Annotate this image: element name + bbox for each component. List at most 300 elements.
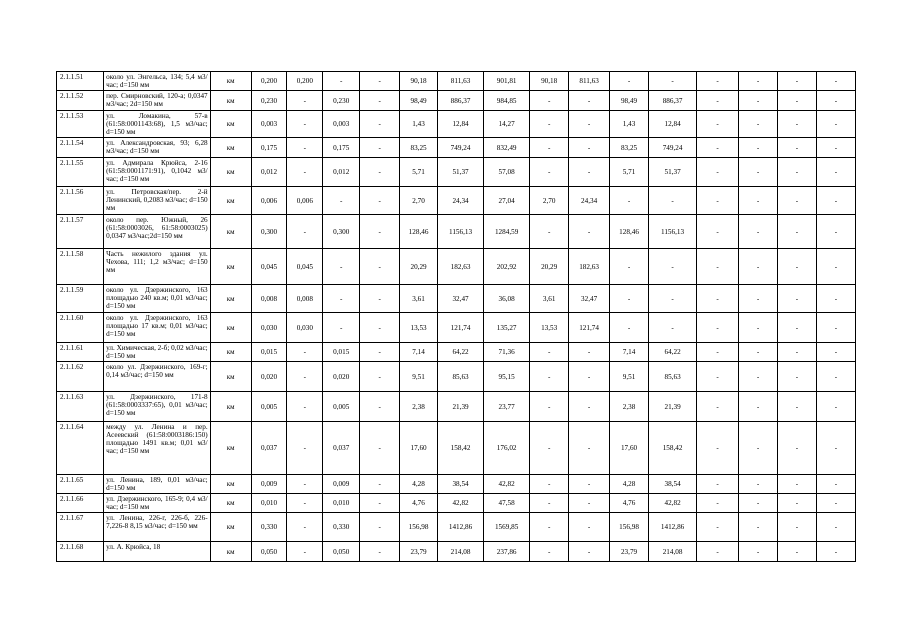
row-value-cell: 9,51 [610, 362, 649, 392]
row-value-cell: - [569, 215, 610, 249]
row-value-cell: 176,02 [484, 422, 530, 475]
row-value-cell: 7,14 [610, 343, 649, 362]
row-value-cell: 0,009 [251, 475, 287, 494]
row-value-cell: - [569, 513, 610, 542]
row-number-cell: 2.1.1.63 [57, 392, 104, 422]
row-value-cell: 0,005 [251, 392, 287, 422]
row-unit-cell: км [210, 158, 251, 187]
row-value-cell: - [569, 111, 610, 138]
row-value-cell: - [530, 422, 569, 475]
row-value-cell: 0,330 [323, 513, 360, 542]
table-row [57, 475, 856, 494]
row-value-cell: 0,010 [323, 494, 360, 513]
row-value-cell: 24,34 [438, 187, 484, 215]
row-value-cell: - [530, 158, 569, 187]
row-value-cell: - [697, 313, 739, 343]
row-value-cell: - [816, 215, 855, 249]
row-unit-cell: км [210, 72, 251, 91]
row-value-cell: - [697, 362, 739, 392]
row-value-cell: - [610, 313, 649, 343]
row-value-cell: - [739, 392, 778, 422]
row-value-cell: - [739, 158, 778, 187]
table-row [57, 111, 856, 138]
row-number-cell: 2.1.1.67 [57, 513, 104, 542]
row-value-cell: - [816, 422, 855, 475]
row-number-cell: 2.1.1.54 [57, 138, 104, 158]
row-unit-cell: км [210, 494, 251, 513]
row-value-cell: - [360, 138, 400, 158]
row-value-cell: 3,61 [530, 285, 569, 313]
row-number-cell: 2.1.1.55 [57, 158, 104, 187]
row-value-cell: - [778, 343, 817, 362]
table-row [57, 422, 856, 475]
row-value-cell: - [697, 542, 739, 562]
row-value-cell: - [287, 138, 323, 158]
row-value-cell: 85,63 [438, 362, 484, 392]
row-value-cell: - [778, 422, 817, 475]
row-value-cell: 214,08 [438, 542, 484, 562]
row-value-cell: 64,22 [438, 343, 484, 362]
row-value-cell: 51,37 [438, 158, 484, 187]
row-value-cell: - [778, 111, 817, 138]
row-unit-cell: км [210, 215, 251, 249]
row-value-cell: - [530, 343, 569, 362]
table-row [57, 513, 856, 542]
row-value-cell: - [569, 494, 610, 513]
row-unit-cell: км [210, 249, 251, 285]
row-value-cell: 23,79 [400, 542, 438, 562]
row-value-cell: - [323, 187, 360, 215]
row-value-cell: - [816, 392, 855, 422]
row-value-cell: - [778, 187, 817, 215]
row-number-cell: 2.1.1.64 [57, 422, 104, 475]
row-number-cell: 2.1.1.51 [57, 72, 104, 91]
row-value-cell: 20,29 [400, 249, 438, 285]
row-value-cell: 17,60 [400, 422, 438, 475]
row-value-cell: 5,71 [400, 158, 438, 187]
row-value-cell: 0,175 [251, 138, 287, 158]
row-value-cell: - [778, 91, 817, 111]
table-row [57, 91, 856, 111]
row-value-cell: 0,045 [287, 249, 323, 285]
row-value-cell: - [530, 138, 569, 158]
row-value-cell: - [778, 392, 817, 422]
row-value-cell: 886,37 [438, 91, 484, 111]
row-value-cell: 2,70 [400, 187, 438, 215]
table-row [57, 542, 856, 562]
row-value-cell: 12,84 [438, 111, 484, 138]
row-value-cell: 128,46 [610, 215, 649, 249]
row-value-cell: 0,300 [251, 215, 287, 249]
row-value-cell: - [697, 392, 739, 422]
row-value-cell: - [360, 72, 400, 91]
row-value-cell: - [360, 249, 400, 285]
row-value-cell: - [530, 475, 569, 494]
row-value-cell: - [739, 72, 778, 91]
row-value-cell: 47,58 [484, 494, 530, 513]
row-value-cell: 64,22 [649, 343, 697, 362]
row-number-cell: 2.1.1.53 [57, 111, 104, 138]
row-number-cell: 2.1.1.62 [57, 362, 104, 392]
row-value-cell: 1,43 [610, 111, 649, 138]
table-row [57, 392, 856, 422]
row-value-cell: - [697, 475, 739, 494]
row-value-cell: - [360, 392, 400, 422]
row-value-cell: 0,008 [287, 285, 323, 313]
row-unit-cell: км [210, 313, 251, 343]
row-value-cell: - [569, 475, 610, 494]
row-unit-cell: км [210, 138, 251, 158]
row-value-cell: 984,85 [484, 91, 530, 111]
row-number-cell: 2.1.1.58 [57, 249, 104, 285]
row-value-cell: - [287, 494, 323, 513]
row-value-cell: 17,60 [610, 422, 649, 475]
row-number-cell: 2.1.1.59 [57, 285, 104, 313]
row-value-cell: - [778, 158, 817, 187]
row-description-cell: ул. Химическая, 2-б; 0,02 м3/час; d=150 мм [104, 343, 211, 362]
row-value-cell: - [816, 285, 855, 313]
row-value-cell: 23,79 [610, 542, 649, 562]
row-value-cell: - [287, 215, 323, 249]
document-page [56, 71, 856, 562]
table-row [57, 285, 856, 313]
row-value-cell: 749,24 [438, 138, 484, 158]
row-value-cell: 182,63 [569, 249, 610, 285]
row-description-cell: около ул. Дзержинского, 163 площадью 240 кв.м; 0,01 м3/час; d=150 мм [104, 285, 211, 313]
row-value-cell: 4,76 [400, 494, 438, 513]
row-value-cell: 98,49 [400, 91, 438, 111]
row-description-cell: ул. Ленина, 226-г, 226-б, 226-7,226-8 8,15 м3/час; d=150 мм [104, 513, 211, 542]
row-value-cell: - [287, 158, 323, 187]
data-table [56, 71, 856, 562]
row-value-cell: - [778, 72, 817, 91]
row-unit-cell: км [210, 91, 251, 111]
row-value-cell: 1156,13 [438, 215, 484, 249]
row-description-cell: пер. Смирновский, 120-а; 0,0347 м3/час; 2d=150 мм [104, 91, 211, 111]
row-value-cell: 0,045 [251, 249, 287, 285]
row-value-cell: - [360, 362, 400, 392]
row-value-cell: 1284,59 [484, 215, 530, 249]
row-value-cell: 237,86 [484, 542, 530, 562]
row-value-cell: 2,38 [400, 392, 438, 422]
row-value-cell: 156,98 [610, 513, 649, 542]
row-value-cell: 886,37 [649, 91, 697, 111]
row-value-cell: 21,39 [438, 392, 484, 422]
row-description-cell: ул. Дзержинского, 171-8 (61:58:0003337:65), 0,01 м3/час; d=150 мм [104, 392, 211, 422]
table-row [57, 138, 856, 158]
row-value-cell: 85,63 [649, 362, 697, 392]
row-value-cell: - [530, 215, 569, 249]
row-value-cell: - [739, 542, 778, 562]
row-value-cell: 1412,86 [438, 513, 484, 542]
row-number-cell: 2.1.1.65 [57, 475, 104, 494]
row-value-cell: 20,29 [530, 249, 569, 285]
row-description-cell: около ул. Энгельса, 134; 5,4 м3/час; d=150 мм [104, 72, 211, 91]
row-description-cell: ул. Ленина, 189, 0,01 м3/час; d=150 мм [104, 475, 211, 494]
row-value-cell: - [287, 111, 323, 138]
row-value-cell: - [778, 313, 817, 343]
row-value-cell: - [360, 285, 400, 313]
row-value-cell: 0,230 [323, 91, 360, 111]
row-unit-cell: км [210, 285, 251, 313]
row-value-cell: - [287, 475, 323, 494]
row-value-cell: - [778, 249, 817, 285]
row-value-cell: - [816, 72, 855, 91]
row-value-cell: 1412,86 [649, 513, 697, 542]
row-value-cell: - [739, 138, 778, 158]
row-value-cell: 0,015 [251, 343, 287, 362]
row-value-cell: 32,47 [438, 285, 484, 313]
row-number-cell: 2.1.1.68 [57, 542, 104, 562]
row-value-cell: 0,020 [323, 362, 360, 392]
row-value-cell: 0,030 [287, 313, 323, 343]
table-row [57, 187, 856, 215]
row-value-cell: 0,200 [287, 72, 323, 91]
row-value-cell: 12,84 [649, 111, 697, 138]
table-row [57, 362, 856, 392]
row-value-cell: - [530, 494, 569, 513]
row-description-cell: около ул. Дзержинского, 163 площадью 17 кв.м; 0,01 м3/час; d=150 мм [104, 313, 211, 343]
row-value-cell: 214,08 [649, 542, 697, 562]
row-description-cell: ул. Дзержинского, 165-9; 0,4 м3/час; d=150 мм [104, 494, 211, 513]
row-value-cell: 2,70 [530, 187, 569, 215]
row-value-cell: 71,36 [484, 343, 530, 362]
table-row [57, 158, 856, 187]
row-value-cell: 21,39 [649, 392, 697, 422]
row-value-cell: 14,27 [484, 111, 530, 138]
row-value-cell: 0,230 [251, 91, 287, 111]
row-value-cell: 57,08 [484, 158, 530, 187]
row-value-cell: - [697, 249, 739, 285]
row-description-cell: ул. А. Крюйса, 18 [104, 542, 211, 562]
row-number-cell: 2.1.1.56 [57, 187, 104, 215]
row-value-cell: - [360, 475, 400, 494]
row-value-cell: 23,77 [484, 392, 530, 422]
row-value-cell: - [739, 343, 778, 362]
row-value-cell: - [739, 187, 778, 215]
row-value-cell: 832,49 [484, 138, 530, 158]
row-value-cell: 0,020 [251, 362, 287, 392]
row-value-cell: 0,003 [323, 111, 360, 138]
row-value-cell: - [649, 249, 697, 285]
table-row [57, 494, 856, 513]
row-value-cell: - [649, 313, 697, 343]
row-value-cell: - [816, 362, 855, 392]
row-value-cell: - [816, 513, 855, 542]
row-value-cell: 901,81 [484, 72, 530, 91]
row-value-cell: - [360, 513, 400, 542]
row-value-cell: - [739, 362, 778, 392]
row-value-cell: - [697, 138, 739, 158]
row-value-cell: 128,46 [400, 215, 438, 249]
row-value-cell: - [530, 542, 569, 562]
row-value-cell: 42,82 [484, 475, 530, 494]
row-description-cell: ул. Ломакина, 57-в (61:58:0001143:68), 1,5 м3/час; d=150 мм [104, 111, 211, 138]
row-value-cell: 51,37 [649, 158, 697, 187]
row-value-cell: 1156,13 [649, 215, 697, 249]
row-value-cell: 83,25 [400, 138, 438, 158]
row-unit-cell: км [210, 343, 251, 362]
row-value-cell: - [569, 422, 610, 475]
row-value-cell: 3,61 [400, 285, 438, 313]
row-value-cell: 0,200 [251, 72, 287, 91]
row-unit-cell: км [210, 475, 251, 494]
row-value-cell: 0,008 [251, 285, 287, 313]
row-value-cell: 0,037 [323, 422, 360, 475]
row-value-cell: - [569, 343, 610, 362]
row-value-cell: 9,51 [400, 362, 438, 392]
row-value-cell: 121,74 [569, 313, 610, 343]
row-value-cell: - [816, 542, 855, 562]
row-value-cell: 83,25 [610, 138, 649, 158]
row-value-cell: - [739, 91, 778, 111]
row-value-cell: - [323, 72, 360, 91]
row-value-cell: 0,006 [251, 187, 287, 215]
row-value-cell: 36,08 [484, 285, 530, 313]
row-value-cell: - [739, 313, 778, 343]
row-value-cell: - [610, 187, 649, 215]
row-value-cell: - [816, 91, 855, 111]
row-value-cell: 5,71 [610, 158, 649, 187]
row-description-cell: около ул. Дзержинского, 169-г; 0,14 м3/час; d=150 мм [104, 362, 211, 392]
row-number-cell: 2.1.1.52 [57, 91, 104, 111]
row-value-cell: - [360, 494, 400, 513]
row-value-cell: 24,34 [569, 187, 610, 215]
row-value-cell: - [360, 187, 400, 215]
row-value-cell: 811,63 [569, 72, 610, 91]
row-value-cell: 0,005 [323, 392, 360, 422]
row-number-cell: 2.1.1.57 [57, 215, 104, 249]
row-value-cell: - [739, 215, 778, 249]
row-number-cell: 2.1.1.60 [57, 313, 104, 343]
row-value-cell: - [739, 285, 778, 313]
row-value-cell: - [697, 494, 739, 513]
row-value-cell: - [360, 422, 400, 475]
row-value-cell: - [739, 422, 778, 475]
row-value-cell: - [360, 215, 400, 249]
row-value-cell: 749,24 [649, 138, 697, 158]
row-value-cell: - [530, 111, 569, 138]
row-value-cell: 42,82 [438, 494, 484, 513]
row-value-cell: - [816, 475, 855, 494]
row-value-cell: - [287, 392, 323, 422]
row-value-cell: - [360, 158, 400, 187]
row-value-cell: - [569, 392, 610, 422]
row-value-cell: 0,010 [251, 494, 287, 513]
row-value-cell: - [530, 362, 569, 392]
row-value-cell: - [816, 158, 855, 187]
row-value-cell: 0,175 [323, 138, 360, 158]
row-value-cell: - [287, 513, 323, 542]
row-value-cell: 38,54 [649, 475, 697, 494]
row-value-cell: 135,27 [484, 313, 530, 343]
row-value-cell: - [360, 313, 400, 343]
row-description-cell: ул. Александровская, 93; 6,28 м3/час; d=150 мм [104, 138, 211, 158]
row-value-cell: - [816, 313, 855, 343]
table-row [57, 313, 856, 343]
row-value-cell: - [610, 249, 649, 285]
row-value-cell: - [569, 362, 610, 392]
row-value-cell: 1569,85 [484, 513, 530, 542]
row-unit-cell: км [210, 513, 251, 542]
row-value-cell: 0,012 [251, 158, 287, 187]
row-value-cell: 0,012 [323, 158, 360, 187]
row-value-cell: 7,14 [400, 343, 438, 362]
row-value-cell: 4,28 [400, 475, 438, 494]
row-value-cell: - [569, 138, 610, 158]
row-value-cell: 121,74 [438, 313, 484, 343]
row-value-cell: 27,04 [484, 187, 530, 215]
row-description-cell: около пер. Южный, 26 (61:58:0003026, 61:58:0003025) 0,0347 м3/час;2d=150 мм [104, 215, 211, 249]
row-value-cell: 38,54 [438, 475, 484, 494]
row-value-cell: 98,49 [610, 91, 649, 111]
row-unit-cell: км [210, 362, 251, 392]
row-value-cell: 90,18 [530, 72, 569, 91]
row-value-cell: - [649, 285, 697, 313]
row-value-cell: 0,015 [323, 343, 360, 362]
row-value-cell: 2,38 [610, 392, 649, 422]
row-value-cell: - [323, 249, 360, 285]
row-value-cell: 811,63 [438, 72, 484, 91]
table-row [57, 343, 856, 362]
row-value-cell: - [816, 494, 855, 513]
row-value-cell: - [360, 91, 400, 111]
row-value-cell: - [739, 475, 778, 494]
row-value-cell: - [649, 187, 697, 215]
row-value-cell: - [530, 91, 569, 111]
row-value-cell: - [697, 215, 739, 249]
row-value-cell: - [697, 343, 739, 362]
row-unit-cell: км [210, 111, 251, 138]
row-value-cell: - [360, 542, 400, 562]
row-value-cell: - [778, 362, 817, 392]
row-value-cell: 202,92 [484, 249, 530, 285]
row-value-cell: - [323, 313, 360, 343]
row-value-cell: 32,47 [569, 285, 610, 313]
row-unit-cell: км [210, 422, 251, 475]
row-value-cell: 42,82 [649, 494, 697, 513]
row-value-cell: - [287, 91, 323, 111]
row-value-cell: - [287, 343, 323, 362]
row-value-cell: - [530, 392, 569, 422]
row-number-cell: 2.1.1.66 [57, 494, 104, 513]
row-description-cell: Часть нежилого здания ул. Чехова, 111; 1,2 м3/час; d=150 мм [104, 249, 211, 285]
row-value-cell: - [778, 215, 817, 249]
row-value-cell: 4,76 [610, 494, 649, 513]
row-value-cell: 4,28 [610, 475, 649, 494]
row-value-cell: - [360, 343, 400, 362]
row-value-cell: - [530, 513, 569, 542]
row-value-cell: 158,42 [438, 422, 484, 475]
row-value-cell: - [778, 494, 817, 513]
row-value-cell: - [816, 111, 855, 138]
row-value-cell: - [739, 494, 778, 513]
row-value-cell: 1,43 [400, 111, 438, 138]
row-value-cell: - [739, 513, 778, 542]
row-value-cell: - [816, 138, 855, 158]
table-row [57, 215, 856, 249]
row-value-cell: 0,037 [251, 422, 287, 475]
row-value-cell: - [739, 111, 778, 138]
row-value-cell: - [778, 285, 817, 313]
row-value-cell: 182,63 [438, 249, 484, 285]
row-description-cell: между ул. Ленина и пер. Асеевский (61:58:0003186:150) площадью 1491 кв.м; 0,01 м3/час; d=150 мм [104, 422, 211, 475]
row-value-cell: - [739, 249, 778, 285]
row-value-cell: - [778, 513, 817, 542]
row-value-cell: - [569, 158, 610, 187]
row-value-cell: - [287, 362, 323, 392]
row-value-cell: - [287, 422, 323, 475]
